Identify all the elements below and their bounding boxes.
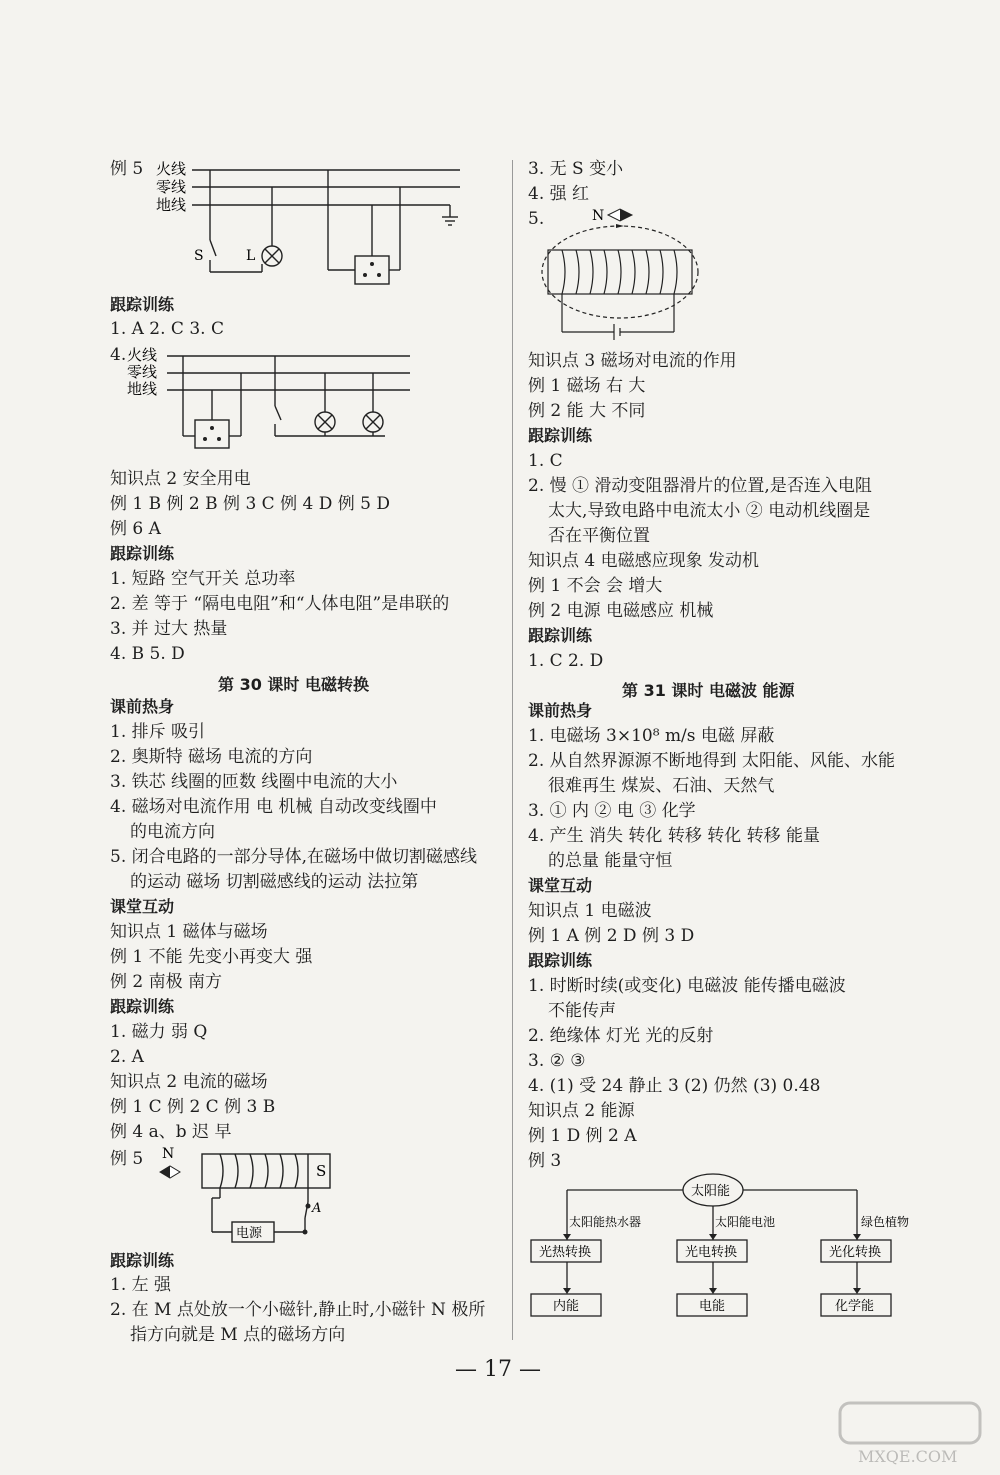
answer-line: 3. ① 内 ② 电 ③ 化学 [528, 801, 696, 821]
conversion-node: 光化转换 [829, 1245, 882, 1260]
answer-line: 例 1 B 例 2 B 例 3 C 例 4 D 例 5 D [110, 494, 390, 514]
answer-line: 例 1 不能 先变小再变大 强 [110, 947, 313, 967]
compass-north-label: N [162, 1146, 175, 1162]
watermark-icon [836, 1399, 986, 1469]
answer-line: 5. 闭合电路的一部分导体,在磁场中做切割磁感线 [110, 847, 478, 867]
answer-line: 2. 差 等于 “隔电电阻”和“人体电阻”是串联的 [110, 594, 450, 614]
answer-line: 4. 强 红 [528, 184, 590, 204]
section-heading: 跟踪训练 [110, 1251, 175, 1270]
section-heading: 课前热身 [110, 697, 175, 716]
section-heading: 跟踪训练 [528, 626, 593, 645]
answer-line: 1. 排斥 吸引 [110, 722, 206, 742]
knowledge-point: 知识点 1 电磁波 [528, 901, 652, 921]
answer-line: 很难再生 煤炭、石油、天然气 [548, 776, 775, 796]
answer-line: 2. 奥斯特 磁场 电流的方向 [110, 747, 313, 767]
answer-line: 例 1 磁场 右 大 [528, 376, 646, 396]
energy-node: 化学能 [835, 1299, 875, 1314]
energy-node: 电能 [699, 1299, 726, 1314]
section-heading: 跟踪训练 [110, 544, 175, 563]
answer-line: 4. [110, 345, 127, 365]
branch-label: 太阳能电池 [715, 1215, 776, 1229]
answer-line: 1. 电磁场 3×10⁸ m/s 电磁 屏蔽 [528, 726, 775, 746]
branch-label: 太阳能热水器 [569, 1215, 642, 1229]
solar-energy-flow-diagram [525, 1168, 925, 1328]
knowledge-point: 知识点 3 磁场对电流的作用 [528, 351, 737, 371]
section-heading: 跟踪训练 [110, 295, 175, 314]
answer-line: 2. A [110, 1047, 144, 1067]
answer-line: 1. 左 强 [110, 1275, 172, 1295]
answer-line: 4. (1) 受 24 静止 3 (2) 仍然 (3) 0.48 [528, 1076, 821, 1096]
answer-line: 例 1 D 例 2 A [528, 1126, 637, 1146]
answer-line: 1. C [528, 451, 563, 471]
answer-line: 例 1 C 例 2 C 例 3 B [110, 1097, 276, 1117]
household-circuit-diagram-1 [150, 160, 470, 290]
conversion-node: 光热转换 [539, 1245, 592, 1260]
knowledge-point: 知识点 2 电流的磁场 [110, 1072, 268, 1092]
ground-wire-label: 地线 [156, 196, 187, 214]
answer-line: 2. 从自然界源源不断地得到 太阳能、风能、水能 [528, 751, 896, 771]
knowledge-point: 知识点 1 磁体与磁场 [110, 922, 268, 942]
answer-line: 2. 在 M 点处放一个小磁针,静止时,小磁针 N 极所 [110, 1300, 486, 1320]
ground-wire-label: 地线 [127, 380, 158, 398]
answer-line: 3. 并 过大 热量 [110, 619, 228, 639]
section-heading: 跟踪训练 [528, 951, 593, 970]
answer-line: 指方向就是 M 点的磁场方向 [130, 1325, 346, 1345]
answer-line: 的运动 磁场 切割磁感线的运动 法拉第 [130, 872, 419, 892]
power-source-label: 电源 [236, 1226, 263, 1241]
column-divider [512, 160, 513, 1340]
neutral-wire-label: 零线 [156, 178, 187, 196]
answer-line: 1. A 2. C 3. C [110, 319, 224, 339]
page-number: — 17 — [455, 1357, 541, 1382]
answer-line: 3. 铁芯 线圈的匝数 线圈中电流的大小 [110, 772, 398, 792]
knowledge-point: 知识点 2 安全用电 [110, 469, 251, 489]
answer-line: 否在平衡位置 [548, 526, 650, 546]
example-label: 例 5 [110, 1149, 144, 1169]
section-heading: 课前热身 [528, 701, 593, 720]
answer-line: 5. [528, 209, 545, 229]
answer-line: 1. 短路 空气开关 总功率 [110, 569, 296, 589]
example-label: 例 5 [110, 159, 144, 179]
answer-line: 例 1 A 例 2 D 例 3 D [528, 926, 695, 946]
answer-line: 4. B 5. D [110, 644, 185, 664]
knowledge-point: 知识点 2 能源 [528, 1101, 635, 1121]
answer-line: 太大,导致电路中电流太小 ② 电动机线圈是 [548, 501, 871, 521]
energy-node: 内能 [553, 1299, 580, 1314]
section-heading: 课堂互动 [528, 876, 593, 895]
solar-energy-node: 太阳能 [691, 1184, 731, 1199]
household-circuit-diagram-2 [125, 344, 425, 449]
electromagnet-field-diagram [540, 204, 710, 344]
answer-line: 1. C 2. D [528, 651, 604, 671]
neutral-wire-label: 零线 [127, 363, 158, 381]
lesson-title: 第 30 课时 电磁转换 [218, 675, 369, 694]
section-heading: 跟踪训练 [528, 426, 593, 445]
answer-line: 1. 磁力 弱 Q [110, 1022, 208, 1042]
watermark-logo [836, 1399, 986, 1469]
live-wire-label: 火线 [156, 160, 187, 178]
answer-line: 例 4 a、b 迟 早 [110, 1122, 232, 1142]
answer-line: 例 1 不会 会 增大 [528, 576, 663, 596]
answer-line: 不能传声 [548, 1001, 616, 1021]
answer-line: 例 6 A [110, 519, 161, 539]
switch-label: S [194, 248, 204, 264]
answer-line: 1. 时断时续(或变化) 电磁波 能传播电磁波 [528, 976, 846, 996]
knowledge-point: 知识点 4 电磁感应现象 发动机 [528, 551, 760, 571]
live-wire-label: 火线 [127, 346, 158, 364]
section-heading: 跟踪训练 [110, 997, 175, 1016]
branch-label: 绿色植物 [861, 1215, 910, 1229]
answer-line: 的电流方向 [130, 822, 215, 842]
answer-line: 4. 产生 消失 转化 转移 转化 转移 能量 [528, 826, 821, 846]
answer-line: 例 2 南极 南方 [110, 972, 223, 992]
conversion-node: 光电转换 [685, 1245, 738, 1260]
answer-line: 3. ② ③ [528, 1051, 586, 1071]
answer-line: 例 2 电源 电磁感应 机械 [528, 601, 714, 621]
lesson-title: 第 31 课时 电磁波 能源 [622, 681, 795, 700]
svg-text:MXQE.COM: MXQE.COM [858, 1447, 958, 1466]
solenoid-circuit-diagram [160, 1146, 340, 1246]
answer-line: 例 2 能 大 不同 [528, 401, 646, 421]
point-a-label: A [312, 1201, 322, 1216]
answer-line: 2. 慢 ① 滑动变阻器滑片的位置,是否连入电阻 [528, 476, 872, 496]
example-label: 例 3 [528, 1151, 562, 1171]
answer-line: 4. 磁场对电流作用 电 机械 自动改变线圈中 [110, 797, 437, 817]
answer-line: 的总量 能量守恒 [548, 851, 673, 871]
section-heading: 课堂互动 [110, 897, 175, 916]
solenoid-south-label: S [316, 1162, 327, 1180]
answer-line: 2. 绝缘体 灯光 光的反射 [528, 1026, 714, 1046]
compass-north-label: N [592, 208, 605, 224]
lamp-label: L [246, 248, 256, 264]
answer-line: 3. 无 S 变小 [528, 159, 624, 179]
